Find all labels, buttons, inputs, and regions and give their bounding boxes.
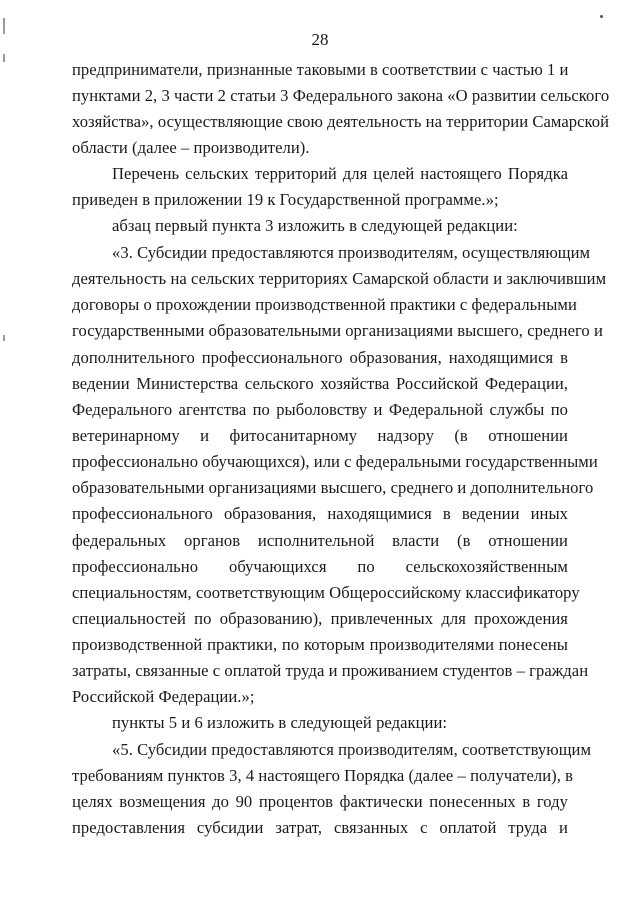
scan-mark bbox=[3, 335, 5, 341]
text-line: ведении Министерства сельского хозяйства Российской Федерации, bbox=[72, 374, 568, 393]
text-line: пункты 5 и 6 изложить в следующей редакции: bbox=[112, 713, 448, 732]
text-line: Перечень сельских территорий для целей настоящего Порядка bbox=[112, 164, 568, 183]
scan-mark bbox=[3, 54, 5, 62]
text-line: ветеринарному и фитосанитарному надзору (в отношении bbox=[72, 426, 568, 445]
text-line: «3. Субсидии предоставляются производителям, осуществляющим bbox=[112, 243, 591, 262]
text-line: хозяйства», осуществляющие свою деятельность на территории Самарской bbox=[72, 112, 610, 131]
scan-mark bbox=[3, 18, 5, 34]
text-line: затраты, связанные с оплатой труда и проживанием студентов – граждан bbox=[72, 661, 589, 680]
text-line: договоры о прохождении производственной практики с федеральными bbox=[72, 295, 577, 314]
text-line: пунктами 2, 3 части 2 статьи 3 Федерального закона «О развитии сельского bbox=[72, 86, 610, 105]
text-line: требованиям пунктов 3, 4 настоящего Порядка (далее – получатели), в bbox=[72, 766, 574, 785]
text-line: «5. Субсидии предоставляются производителям, соответствующим bbox=[112, 740, 592, 759]
text-line: предприниматели, признанные таковыми в соответствии с частью 1 и bbox=[72, 60, 569, 79]
text-line: области (далее – производители). bbox=[72, 138, 310, 157]
text-line: приведен в приложении 19 к Государственной программе.»; bbox=[72, 190, 499, 209]
text-line: профессионально обучающихся), или с федеральными государственными bbox=[72, 452, 598, 471]
text-line: целях возмещения до 90 процентов фактически понесенных в году bbox=[72, 792, 568, 811]
text-line: специальностям, соответствующим Общероссийскому классификатору bbox=[72, 583, 580, 602]
text-line: дополнительного профессионального образования, находящимися в bbox=[72, 348, 568, 367]
text-line: государственными образовательными организациями высшего, среднего и bbox=[72, 321, 603, 340]
text-line: деятельность на сельских территориях Самарской области и заключившим bbox=[72, 269, 607, 288]
text-line: производственной практики, по которым производителями понесены bbox=[72, 635, 568, 654]
text-line: абзац первый пункта 3 изложить в следующей редакции: bbox=[112, 216, 518, 235]
text-line: Российской Федерации.»; bbox=[72, 687, 255, 706]
text-line: специальностей по образованию), привлеченных для прохождения bbox=[72, 609, 568, 628]
text-line: профессионально обучающихся по сельскохозяйственным bbox=[72, 557, 568, 576]
page-number: 28 bbox=[311, 30, 329, 49]
text-line: предоставления субсидии затрат, связанных с оплатой труда и bbox=[72, 818, 568, 837]
text-line: профессионального образования, находящимися в ведении иных bbox=[72, 504, 568, 523]
text-line: федеральных органов исполнительной власти (в отношении bbox=[72, 531, 568, 550]
text-line: Федерального агентства по рыболовству и Федеральной службы по bbox=[72, 400, 568, 419]
scan-dot bbox=[600, 15, 603, 18]
text-line: образовательными организациями высшего, среднего и дополнительного bbox=[72, 478, 594, 497]
